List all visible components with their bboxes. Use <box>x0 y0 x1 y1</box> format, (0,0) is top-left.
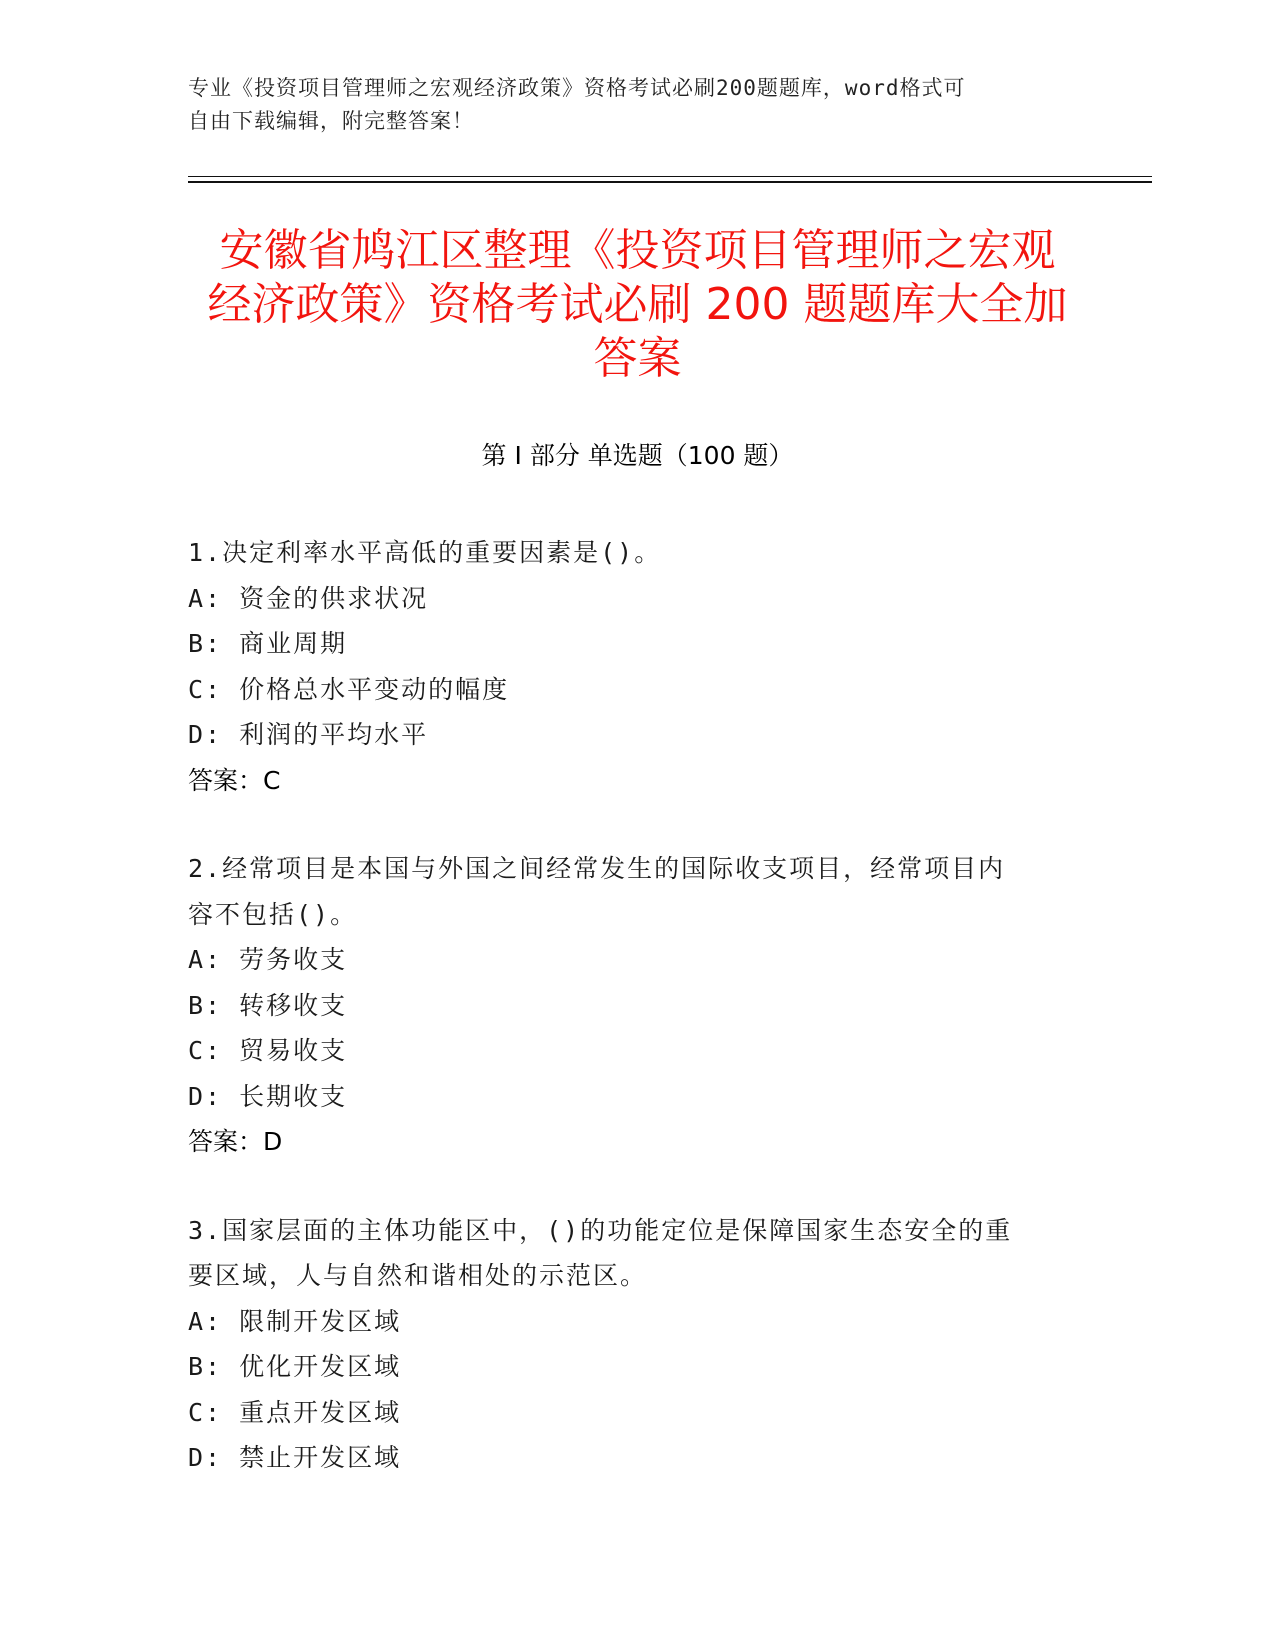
intro-text <box>188 72 1068 138</box>
option-c: C: 价格总水平变动的幅度 <box>188 674 510 704</box>
section-heading: 第 I 部分 单选题（100 题） <box>481 441 794 470</box>
option-d: D: 禁止开发区域 <box>188 1443 402 1472</box>
option-c: C: 贸易收支 <box>188 1036 348 1065</box>
question-stem-continued: 要区域，人与自然和谐相处的示范区。 <box>188 1261 648 1290</box>
title-line: 答案 <box>593 333 682 384</box>
answer: 答案：D <box>188 1127 283 1156</box>
option-d: D: 利润的平均水平 <box>188 720 429 749</box>
question-list <box>188 530 1088 1524</box>
option-b: B: 转移收支 <box>188 990 348 1020</box>
question-item <box>188 846 1088 1165</box>
option-a: A: 限制开发区域 <box>188 1306 402 1336</box>
header-divider-thin <box>188 176 1152 177</box>
question-stem: 1.决定利率水平高低的重要因素是()。 <box>188 538 662 567</box>
intro-line: 自由下载编辑，附完整答案！ <box>188 109 474 133</box>
title-line: 安徽省鸠江区整理《投资项目管理师之宏观 <box>219 225 1056 276</box>
document-title <box>190 224 1085 386</box>
intro-line: 专业《投资项目管理师之宏观经济政策》资格考试必刷200题题库，word格式可 <box>188 76 966 100</box>
option-a: A: 劳务收支 <box>188 945 348 974</box>
question-item <box>188 1208 1088 1481</box>
question-stem-continued: 容不包括()。 <box>188 899 358 929</box>
question-stem: 3.国家层面的主体功能区中，()的功能定位是保障国家生态安全的重 <box>188 1215 1013 1245</box>
option-a: A: 资金的供求状况 <box>188 583 429 613</box>
question-item <box>188 530 1088 803</box>
option-b: B: 优化开发区域 <box>188 1352 402 1381</box>
option-b: B: 商业周期 <box>188 629 348 658</box>
answer: 答案：C <box>188 765 281 795</box>
option-d: D: 长期收支 <box>188 1081 348 1111</box>
title-line: 经济政策》资格考试必刷 200 题题库大全加 <box>207 279 1068 330</box>
option-c: C: 重点开发区域 <box>188 1397 402 1427</box>
header-divider-thick <box>188 181 1152 183</box>
question-stem: 2.经常项目是本国与外国之间经常发生的国际收支项目，经常项目内 <box>188 854 1006 883</box>
